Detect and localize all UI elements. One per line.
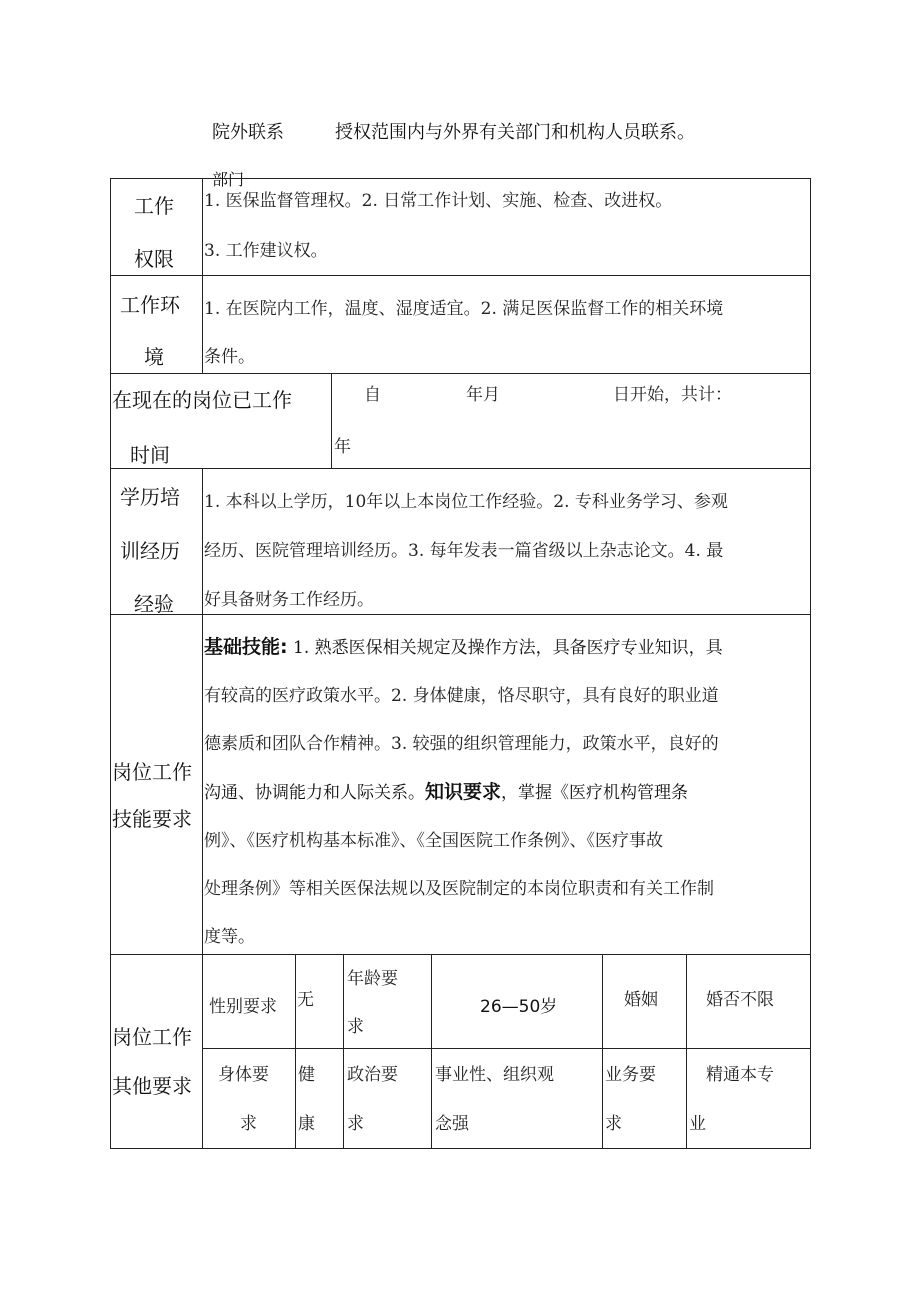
environment-text-1: 1. 在医院内工作，温度、湿度适宜。2. 满足医保监督工作的相关环境: [204, 299, 724, 319]
skills-label: 岗位工作: [112, 760, 192, 784]
education-text-1: 1. 本科以上学历，10年以上本岗位工作经验。2. 专科业务学习、参观: [204, 492, 728, 512]
business-value: 精通本专: [706, 1065, 774, 1085]
education-text-3: 好具备财务工作经历。: [204, 590, 374, 610]
age-value: 26—50岁: [480, 997, 558, 1017]
politics-value-2: 念强: [435, 1114, 469, 1134]
politics-value: 事业性、组织观: [435, 1065, 554, 1085]
tenure-day-start: 日开始，共计：: [613, 385, 732, 405]
marriage-label: 婚姻: [624, 990, 658, 1010]
authority-label: 工作: [134, 194, 174, 218]
skills-text-4a: 沟通、协调能力和人际关系。: [204, 783, 425, 803]
external-contact-label: 院外联系: [212, 122, 284, 143]
marriage-value: 婚否不限: [706, 990, 774, 1010]
environment-label-2: 境: [144, 345, 164, 369]
skills-text-3: 德素质和团队合作精神。3. 较强的组织管理能力，政策水平，良好的: [204, 734, 719, 754]
authority-text-2: 3. 工作建议权。: [204, 241, 328, 261]
education-label-3: 经验: [134, 592, 174, 616]
basic-skills-title: 基础技能:: [204, 636, 288, 658]
gender-value: 无: [297, 990, 314, 1010]
education-label: 学历培: [120, 485, 180, 509]
skills-text-7: 度等。: [204, 927, 255, 947]
knowledge-title: 知识要求: [425, 781, 502, 803]
basic-skills-text: 1. 熟悉医保相关规定及操作方法，具备医疗专业知识，具: [287, 638, 723, 658]
skills-text-1: [204, 623, 723, 673]
skills-text-4b: ，掌握《医疗机构管理条: [501, 783, 689, 803]
environment-label: 工作环: [120, 293, 180, 317]
tenure-label-2: 时间: [130, 443, 170, 467]
age-label-2: 求: [347, 1017, 364, 1037]
external-contact-value: 授权范围内与外界有关部门和机构人员联系。: [335, 122, 695, 143]
politics-label: 政治要: [347, 1065, 398, 1085]
tenure-year-month: 年月: [466, 385, 500, 405]
skills-text-4: [204, 768, 688, 818]
external-contact-label-sub: 部门: [212, 170, 245, 189]
authority-label-2: 权限: [134, 247, 174, 271]
education-text-2: 经历、医院管理培训经历。3. 每年发表一篇省级以上杂志论文。4. 最: [204, 541, 724, 561]
health-value: 健: [298, 1065, 315, 1085]
skills-text-5: 例》、《医疗机构基本标准》、《全国医院工作条例》、《医疗事故: [204, 831, 663, 851]
authority-text-1: 1. 医保监督管理权。2. 日常工作计划、实施、检查、改进权。: [204, 191, 673, 211]
tenure-label: 在现在的岗位已工作: [112, 388, 292, 412]
other-label-2: 其他要求: [112, 1074, 192, 1098]
business-value-2: 业: [689, 1114, 706, 1134]
business-label-2: 求: [605, 1114, 622, 1134]
age-label: 年龄要: [347, 969, 398, 989]
politics-label-2: 求: [347, 1114, 364, 1134]
skills-text-2: 有较高的医疗政策水平。2. 身体健康，恪尽职守，具有良好的职业道: [204, 686, 719, 706]
health-value-2: 康: [298, 1114, 315, 1134]
education-label-2: 训经历: [120, 539, 180, 563]
tenure-from: 自: [364, 385, 381, 405]
environment-text-2: 条件。: [204, 347, 255, 367]
skills-label-2: 技能要求: [112, 807, 192, 831]
gender-label: 性别要求: [209, 997, 277, 1017]
tenure-year: 年: [334, 437, 351, 457]
skills-text-6: 处理条例》等相关医保法规以及医院制定的本岗位职责和有关工作制: [204, 879, 714, 899]
health-label: 身体要: [218, 1065, 269, 1085]
business-label: 业务要: [605, 1065, 656, 1085]
other-label: 岗位工作: [112, 1025, 192, 1049]
health-label-2: 求: [240, 1114, 257, 1134]
